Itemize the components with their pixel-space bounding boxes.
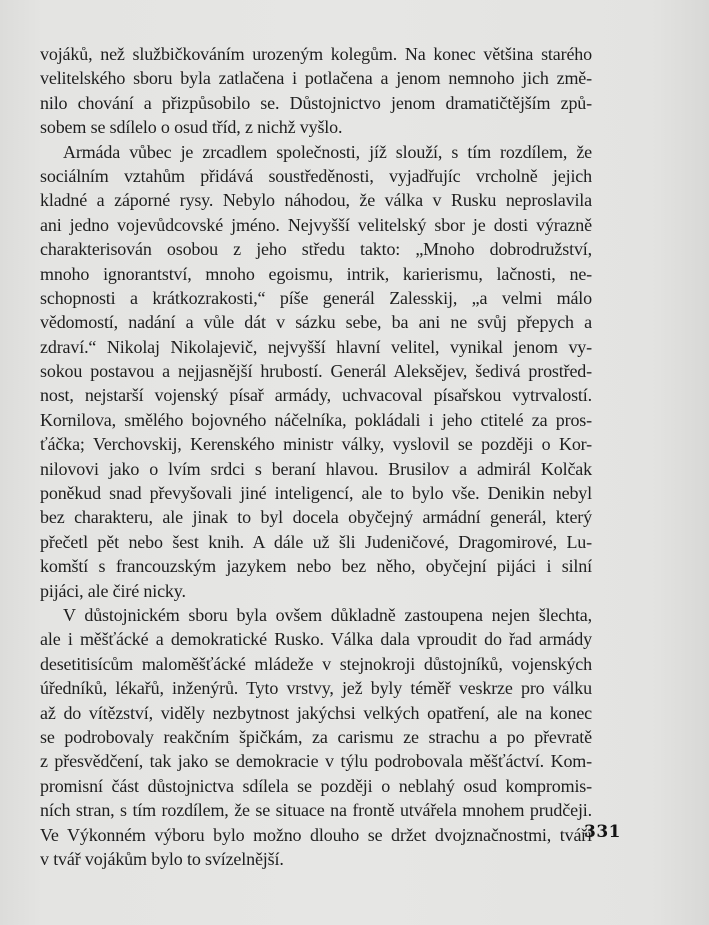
- text-line: sobem se sdílelo o osud tříd, z nichž vyšlo.: [40, 117, 343, 138]
- text-line: charakterisován osobou z jeho středu takto: „Mnoho dobrodružství,: [40, 239, 592, 260]
- text-line: nilo chování a přizpůsobilo se. Důstojnictvo jenom dramatičtějším způ-: [40, 92, 592, 113]
- text-line: z přesvědčení, tak jako se demokracie v týlu podrobovala měšťáctví. Kom-: [40, 751, 592, 772]
- text-line: ale i měšťácké a demokratické Rusko. Válka dala vproudit do řad armády: [40, 629, 592, 650]
- text-line: vojáků, než službičkováním urozeným kolegům. Na konec většina starého: [40, 44, 592, 64]
- text-line: schopnosti a krátkozrakosti,“ píše generál Zalesskij, „a velmi málo: [40, 287, 592, 308]
- text-line: V důstojnickém sboru byla ovšem důkladně zastoupena nejen šlechta,: [63, 604, 592, 625]
- text-line: přečetl pět nebo šest knih. A dále už šli Judeničové, Dragomirové, Lu-: [40, 531, 592, 552]
- text-line: poněkud snad převyšovali jiné inteligencí, ale to bylo vše. Denikin nebyl: [40, 483, 592, 504]
- text-line: nost, nejstarší vojenský písař armády, uchvacoval písařskou vytrvalostí.: [40, 385, 592, 406]
- text-line: zdraví.“ Nikolaj Nikolajevič, nejvyšší hlavní velitel, vynikal jenom vy-: [40, 336, 592, 357]
- text-line: ani jedno vojevůdcovské jméno. Nejvyšší velitelský sbor je dosti výrazně: [40, 214, 592, 235]
- text-line: kladné a záporné rysy. Nebylo náhodou, že válka v Rusku neproslavila: [40, 190, 592, 211]
- text-line: úředníků, lékařů, inženýrů. Tyto vrstvy, jež byly téměř veskrze pro válku: [40, 678, 592, 699]
- text-line: sokou postavou a nejjasnější hrubostí. Generál Aleksějev, šedivá prostřed-: [40, 361, 592, 382]
- paragraph-3: [40, 603, 592, 871]
- page-number: 331: [584, 822, 621, 842]
- text-line: nilovovi jako o lvím srdci s beraní hlavou. Brusilov a admirál Kolčak: [40, 458, 592, 479]
- text-line: v tvář vojákům bylo to svízelnější.: [40, 848, 284, 869]
- text-line: promisní část důstojnictva sdílela se později o neblahý osud kompromis-: [40, 775, 592, 796]
- text-line: Armáda vůbec je zrcadlem společnosti, jíž slouží, s tím rozdílem, že: [63, 141, 592, 162]
- text-line: mnoho ignorantství, mnoho egoismu, intrik, karierismu, lačnosti, ne-: [40, 263, 592, 284]
- paragraph-2: [40, 140, 592, 603]
- text-line: ťáčka; Verchovskij, Kerenského ministr války, vyslovil se později o Kor-: [40, 434, 592, 455]
- text-line: Ve Výkonném výboru bylo možno dlouho se držet dvojznačnostmi, tváří: [40, 824, 592, 845]
- text-line: pijáci, ale čiré nicky.: [40, 580, 186, 601]
- text-line: komští s francouzským jazykem nebo bez něho, obyčejní pijáci i silní: [40, 556, 592, 577]
- text-line: ních stran, s tím rozdílem, že se situace na frontě utvářela mnohem prudčeji.: [40, 800, 592, 821]
- text-line: sociálním vztahům přidává soustředěnosti, vyjadřujíc vrcholně jejich: [40, 165, 592, 186]
- text-line: desetitisícům maloměšťácké mládeže v stejnokroji důstojníků, vojenských: [40, 653, 592, 674]
- paragraph-1: [40, 42, 592, 140]
- text-line: vědomostí, nadání a vůle dát v sázku sebe, ba ani ne svůj přepych a: [40, 312, 592, 333]
- text-line: Kornilova, smělého bojovného náčelníka, pokládali i jeho ctitelé za pros-: [40, 409, 592, 430]
- text-line: bez charakteru, ale jinak to byl docela obyčejný armádní generál, který: [40, 507, 592, 528]
- text-line: až do vítězství, viděly nezbytnost jakýchsi velkých opatření, ale na konec: [40, 702, 592, 723]
- text-line: se podrobovaly reakčním špičkám, za carismu ze strachu a po převratě: [40, 726, 592, 747]
- body-text: [40, 42, 592, 871]
- text-line: velitelského sboru byla zatlačena i potlačena a jenom nemnoho jich změ-: [40, 68, 592, 89]
